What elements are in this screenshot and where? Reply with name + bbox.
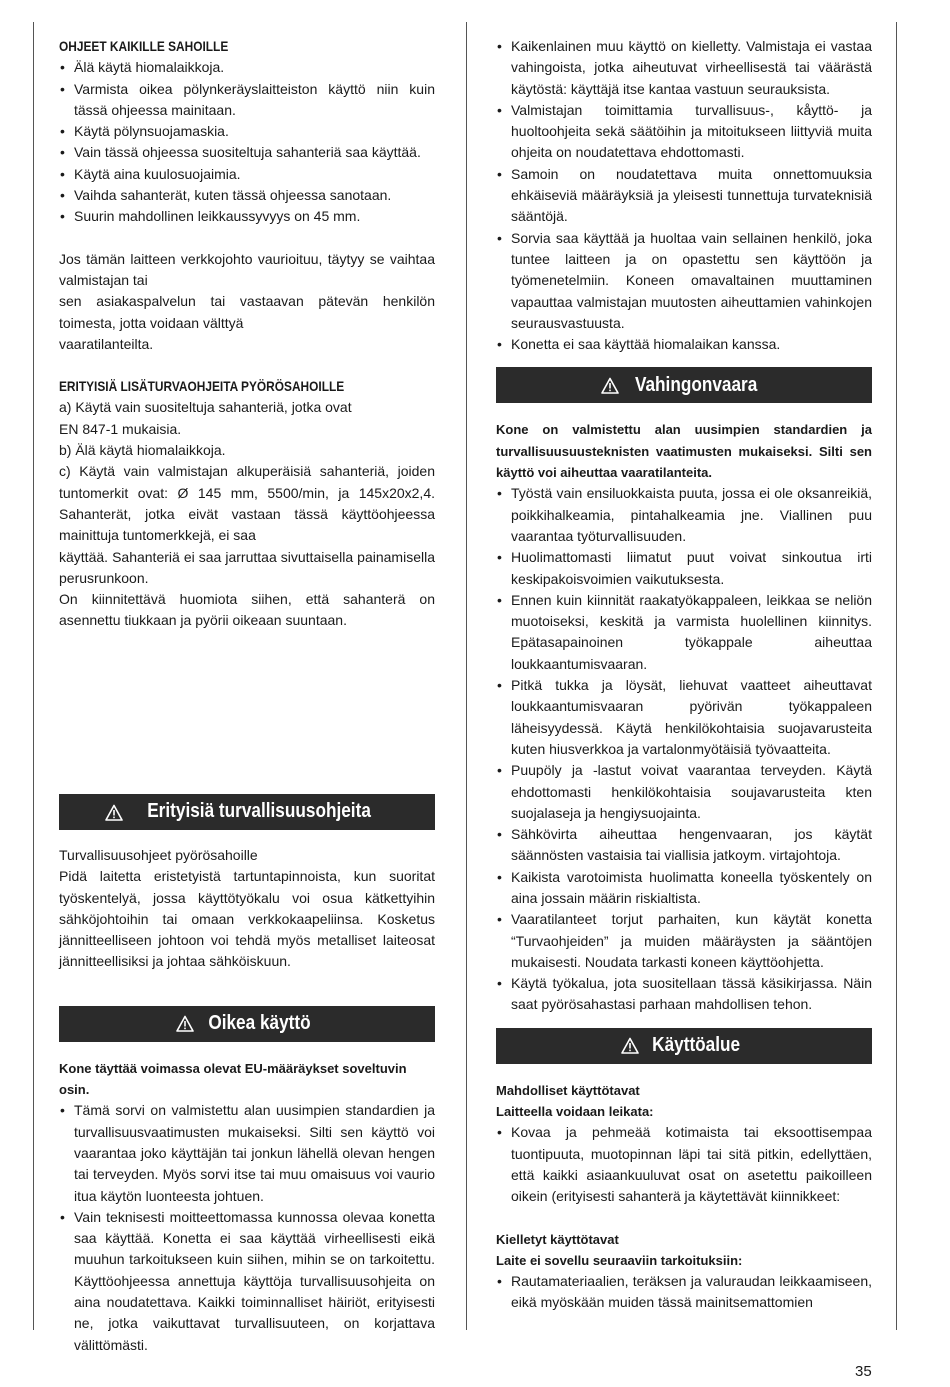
- proper-use-intro: Kone täyttää voimassa olevat EU-määräykset soveltuvin osin.: [59, 1060, 407, 1098]
- list-item: • Tämä sorvi on valmistettu alan uusimpien standardien ja turvallisuusvaatimusten mukaiseksi. Silti sen käyttö voi vaarantaa joko käyttäjän tai jonkun lähellä olevan hengen tai terveyden. Myös sorvi itse tai muu omaisuus voi vaurio itua käytön luonteesta johtuen.: [59, 1100, 435, 1206]
- warning-triangle-icon: [105, 804, 123, 821]
- general-saw-list: [59, 57, 435, 227]
- allowed-uses-subheading: Laitteella voidaan leikata:: [496, 1104, 654, 1120]
- list-item: • Ennen kuin kiinnität raakatyökappaleen, leikkaa se neliön muotoiseksi, keskitä ja varmista huolellinen kiinnitys. Epätasapainoinen työkappale aiheuttaa loukkaantumisvaaran.: [496, 590, 872, 675]
- right-column: [496, 36, 872, 1314]
- list-item: • Työstä vain ensiluokkaista puuta, jossa ei ole oksanreikiä, poikkihalkeamia, pintahalkeamia jne. Viallinen puu vaarantaa työturvallisuuden.: [496, 483, 872, 547]
- list-item: • Vain tässä ohjeessa suositeltuja sahanteriä saa käyttää.: [59, 142, 435, 163]
- proper-use-title: Oikea käyttö: [207, 1012, 311, 1035]
- list-item: • Pitkä tukka ja löysät, liehuvat vaatteet aiheuttavat loukkaantumisvaaran pyörivän työkappaleen läheisyydessä. Käytä henkilökohtaisia suojavarusteita kuten hiusverkkoa ja vartalonmyötäisiä työvaatteita.: [496, 675, 872, 760]
- list-item: • Käytä pölynsuojamaskia.: [59, 121, 435, 142]
- circular-saw-heading: ERITYISIÄ LISÄTURVAOHJEITA PYÖRÖSAHOILLE: [59, 378, 345, 395]
- usage-rules-list: [496, 36, 872, 355]
- warning-triangle-icon: [621, 1037, 639, 1054]
- list-item: • Vain teknisesti moitteettomassa kunnossa olevaa konetta saa käyttää. Konetta ei saa käyttää virheellisesti eikä muuhun tarkoitukseen kuin siihen, mihin se on tarkoitettu. Käyttöohjeessa annettuja käyttöja turvallisuusohjeita on aina noudatettava. Kaikki toiminnalliset häiriöt, erityisesti ne, jotka vaikuttavat turvallisuuteen, on korjattava välittömästi.: [59, 1207, 435, 1356]
- center-divider-rule: [466, 22, 467, 1330]
- circular-saw-line: c) Käytä vain valmistajan alkuperäisiä sahanteriä, joiden tuntomerkit ovat: Ø 145 mm, 5500/min, ja 145x20x2,4. Sahanterät, jotka eivät vastaan tässä käyttöohjeessa mainittuja tuntomerkkejä, ei saa: [59, 463, 435, 544]
- list-item: • Vaihda sahanterät, kuten tässä ohjeessa sanotaan.: [59, 185, 435, 206]
- forbidden-uses-heading: Kielletyt käyttötavat: [496, 1231, 619, 1247]
- damage-risk-list: [496, 483, 872, 1015]
- allowed-uses-heading: Mahdolliset käyttötavat: [496, 1082, 640, 1098]
- damage-risk-bar: [496, 367, 872, 403]
- left-column-lower: [59, 794, 435, 1356]
- list-item: • Huolimattomasti liimatut puut voivat sinkoutua irti keskipakoisvoimien vaikutuksesta.: [496, 547, 872, 590]
- circular-saw-line: käyttää. Sahanteriä ei saa jarruttaa sivuttaisella painamisella perusrunkoon.: [59, 548, 435, 586]
- list-item: • Samoin on noudatettava muita onnettomuuksia ehkäiseviä määräyksiä ja yleisesti tunnettuja turvateknisiä sääntöjä.: [496, 164, 872, 228]
- damage-risk-title: Vahingonvaara: [634, 373, 758, 396]
- left-margin-rule: [33, 22, 34, 1330]
- list-item: • Sähkövirta aiheuttaa hengenvaaran, jos käytät säännösten vastaisia tai viallisia jatkoym. virtajohtoja.: [496, 824, 872, 867]
- forbidden-uses-list: [496, 1271, 872, 1314]
- list-item: • Sorvia saa käyttää ja huoltaa vain sellainen henkilö, joka tuntee laitteen ja on opastettu sen käyttöön ja työmenetelmiin. Koneen omavaltainen muuttaminen vapauttaa valmistajan muutosten aiheuttamien vahinkojen seurausvastuusta.: [496, 228, 872, 334]
- circular-saw-line: On kiinnitettävä huomiota siihen, että sahanterä on asennettu tiukkaan ja pyörii oikeaan suuntaan.: [59, 591, 435, 629]
- cord-paragraph-line: sen asiakaspalvelun tai vastaavan pätevän henkilön toimesta, jotta voidaan välttyä: [59, 293, 435, 331]
- right-margin-rule: [896, 22, 897, 1330]
- list-item: • Älä käytä hiomalaikkoja.: [59, 57, 435, 78]
- circular-saw-line: EN 847-1 mukaisia.: [59, 420, 182, 437]
- list-item: • Konetta ei saa käyttää hiomalaikan kanssa.: [496, 334, 872, 355]
- allowed-uses-list: [496, 1122, 872, 1207]
- list-item: • Käytä aina kuulosuojaimia.: [59, 164, 435, 185]
- special-safety-title: Erityisiä turvallisuusohjeita: [147, 800, 371, 823]
- page-number: 35: [855, 1363, 872, 1380]
- list-item: • Puupöly ja -lastut voivat vaarantaa terveyden. Käytä ehdottomasti henkilökohtaisia soujavarusteita kten suojalaseja ja hengiysuojainta.: [496, 760, 872, 824]
- proper-use-list: [59, 1100, 435, 1356]
- special-safety-line: Turvallisuusohjeet pyörösahoille: [59, 847, 258, 863]
- list-item: • Kaikenlainen muu käyttö on kielletty. Valmistaja ei vastaa vahingoista, jotka aiheutuvat virheellisestä tai väärästä käytöstä: käyttäjä itse kantaa vastuun seurauksista.: [496, 36, 872, 100]
- list-item: • Varmista oikea pölynkeräyslaitteiston käyttö niin kuin tässä ohjeessa mainitaan.: [59, 79, 435, 122]
- usage-area-title: Käyttöalue: [652, 1034, 740, 1057]
- special-safety-line: Pidä laitetta eristetyistä tartuntapinnoista, kun suoritat työskentelyä, jossa käyttötyökalu voi osua kätkettyihin sähköjohtoihin tai omaan verkkokaapeliinsa. Kosketus jännitteelliseen johtoon voi tehdä myös metalliset laiteosat jännitteellisiksi ja johtaa sähköiskuun.: [59, 868, 435, 970]
- list-item: • Suurin mahdollinen leikkaussyvyys on 45 mm.: [59, 206, 435, 227]
- forbidden-uses-subheading: Laite ei sovellu seuraaviin tarkoituksiin:: [496, 1252, 743, 1268]
- usage-area-bar: [496, 1028, 872, 1064]
- cord-paragraph-line: Jos tämän laitteen verkkojohto vaurioituu, täytyy se vaihtaa valmistajan tai: [59, 250, 435, 288]
- list-item: • Käytä työkalua, jota suositellaan tässä käsikirjassa. Näin saat pyörösahastasi parhaan mahdollisen tehon.: [496, 973, 872, 1016]
- special-safety-bar: [59, 794, 435, 830]
- general-saw-heading: OHJEET KAIKILLE SAHOILLE: [59, 38, 229, 54]
- warning-triangle-icon: [601, 377, 619, 394]
- circular-saw-line: b) Älä käytä hiomalaikkoja.: [59, 442, 226, 459]
- damage-risk-intro: Kone on valmistettu alan uusimpien standardien ja turvallisuusuusteknisten vaatimusten mukaiseksi. Silti sen käyttö voi aiheuttaa vaaratilanteita.: [496, 422, 872, 481]
- list-item: • Vaaratilanteet torjut parhaiten, kun käytät konetta “Turvaohjeiden” ja muiden määräysten ja sääntöjen mukaisesti. Noudata tarkasti koneen käyttöohjetta.: [496, 909, 872, 973]
- warning-triangle-icon: [176, 1015, 194, 1032]
- proper-use-bar: [59, 1006, 435, 1042]
- left-column: [59, 36, 435, 632]
- list-item: • Kovaa ja pehmeää kotimaista tai eksoottisempaa tuontipuuta, muotopinnan läpi tai sitä pitkin, edellyttäen, että kaikki asiaankuuluvat osat on asetettu paikoilleen oikein (erityisesti sahanterä ja käytettävät kiinnikkeet:: [496, 1122, 872, 1207]
- list-item: • Rautamateriaalien, teräksen ja valuraudan leikkaamiseen, eikä myöskään muiden tässä mainitsemattomien: [496, 1271, 872, 1314]
- circular-saw-line: a) Käytä vain suositeltuja sahanteriä, jotka ovat: [59, 399, 352, 416]
- list-item: • Valmistajan toimittamia turvallisuus-, kåyttö- ja huoltoohjeita sekä säätöihin ja mitoitukseen liittyviä muita ohjeita on noudatettava ehdottomasti.: [496, 100, 872, 164]
- cord-paragraph-line: vaaratilanteilta.: [59, 335, 154, 352]
- list-item: • Kaikista varotoimista huolimatta koneella työskentely on aina jossain määrin riskialtista.: [496, 867, 872, 910]
